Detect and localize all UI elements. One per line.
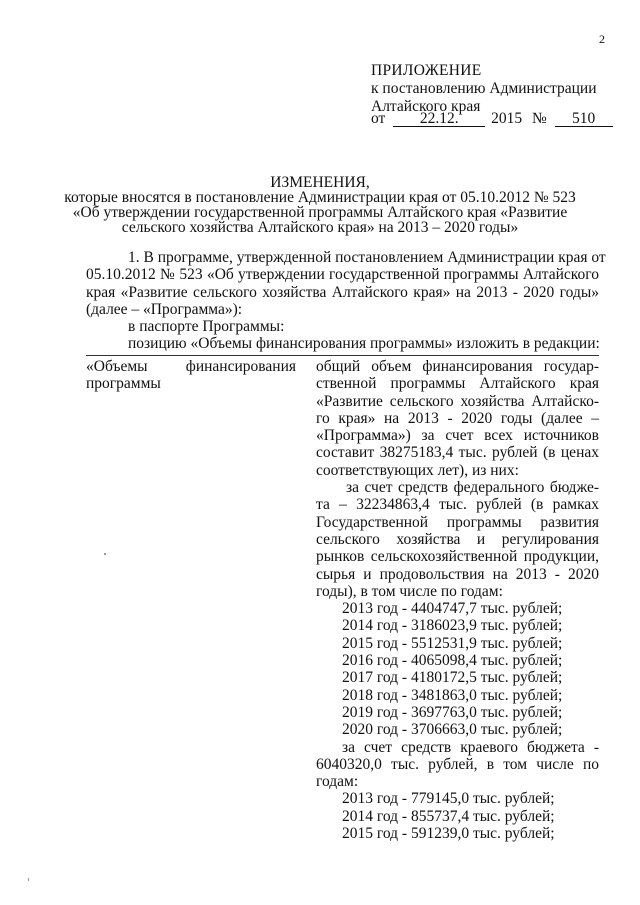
appendix-title: ПРИЛОЖЕНИЕ bbox=[371, 62, 482, 79]
appendix-date-value: 22.12. bbox=[393, 111, 485, 127]
intro-line-2: 05.10.2012 № 523 «Об утверждении государственной программы Алтайского bbox=[86, 266, 599, 284]
passport-line: в паспорте Программы: bbox=[128, 318, 285, 336]
right-line: составит 38275183,4 тыс. рублей (в ценах bbox=[316, 444, 599, 462]
heading-line-2: «Об утверждении государственной программы Алтайского края «Развитие bbox=[72, 204, 568, 221]
left-cell-word-1: «Объемы bbox=[86, 358, 148, 375]
intro-line-1: 1. В программе, утвержденной постановлением Администрации края от bbox=[128, 249, 606, 266]
right-line: ственной программы Алтайского края bbox=[316, 375, 599, 393]
appendix-year: 2015 bbox=[491, 110, 523, 127]
appendix-date-line bbox=[371, 110, 613, 128]
heading-line-1: которые вносятся в постановление Администрации края от 05.10.2012 № 523 bbox=[64, 189, 576, 206]
federal-line: та – 32234863,4 тыс. рублей (в рамках bbox=[316, 496, 599, 514]
right-line: соответствующих лет), из них: bbox=[316, 461, 519, 479]
federal-year-row: 2016 год - 4065098,4 тыс. рублей; bbox=[342, 652, 563, 670]
federal-line: годы), в том числе по годам: bbox=[316, 582, 503, 600]
position-line: позицию «Объемы финансирования программы» изложить в редакции: bbox=[128, 335, 600, 353]
federal-year-row: 2014 год - 3186023,9 тыс. рублей; bbox=[342, 617, 563, 635]
appendix-number-value: 510 bbox=[555, 111, 613, 127]
appendix-block bbox=[371, 62, 597, 116]
right-line: общий объем финансирования государ- bbox=[316, 358, 599, 375]
table-left-cell bbox=[86, 358, 296, 393]
federal-year-row: 2020 год - 3706663,0 тыс. рублей; bbox=[342, 721, 563, 739]
appendix-line-2: Алтайского края bbox=[371, 98, 481, 115]
document-title: ИЗМЕНЕНИЯ, bbox=[270, 174, 370, 191]
left-cell-line-2: программы bbox=[86, 375, 161, 393]
appendix-from-label: от bbox=[371, 110, 386, 127]
intro-paragraph bbox=[86, 249, 606, 353]
federal-year-row: 2018 год - 3481863,0 тыс. рублей; bbox=[342, 686, 563, 704]
left-cell-word-2: финансирования bbox=[185, 358, 296, 375]
federal-line: сельского хозяйства и регулирования bbox=[316, 530, 599, 548]
federal-year-row: 2019 год - 3697763,0 тыс. рублей; bbox=[342, 703, 563, 721]
regional-year-row: 2013 год - 779145,0 тыс. рублей; bbox=[342, 790, 555, 808]
table-right-cell bbox=[316, 358, 599, 842]
right-line: «Развитие сельского хозяйства Алтайско- bbox=[316, 392, 599, 410]
regional-line: годам: bbox=[316, 773, 359, 791]
intro-line-4: (далее – «Программа»): bbox=[86, 300, 243, 318]
appendix-number-sign: № bbox=[531, 110, 547, 127]
table-top-border bbox=[86, 355, 599, 356]
federal-year-row: 2017 год - 4180172,5 тыс. рублей; bbox=[342, 669, 563, 687]
right-line: го края» на 2013 - 2020 годы (далее – bbox=[316, 409, 599, 427]
regional-year-row: 2014 год - 855737,4 тыс. рублей; bbox=[342, 807, 555, 825]
federal-line: сырья и продовольствия на 2013 - 2020 bbox=[316, 565, 599, 583]
appendix-line-1: к постановлению Администрации bbox=[371, 80, 597, 97]
federal-line: Государственной программы развития bbox=[316, 513, 599, 531]
regional-line: за счет средств краевого бюджета - bbox=[342, 738, 599, 756]
federal-line: за счет средств федерального бюдже- bbox=[346, 479, 599, 497]
heading-line-3: сельского хозяйства Алтайского края» на 2013 – 2020 годы» bbox=[121, 219, 519, 236]
intro-line-3: края «Развитие сельского хозяйства Алтайского края» на 2013 - 2020 годы» bbox=[86, 283, 599, 301]
federal-year-row: 2013 год - 4404747,7 тыс. рублей; bbox=[342, 600, 563, 618]
regional-year-row: 2015 год - 591239,0 тыс. рублей; bbox=[342, 825, 555, 843]
scan-speck bbox=[104, 553, 106, 555]
federal-line: рынков сельскохозяйственной продукции, bbox=[316, 548, 599, 566]
scan-speck bbox=[28, 878, 29, 881]
regional-line: 6040320,0 тыс. рублей, в том числе по bbox=[316, 755, 599, 773]
right-line: «Программа») за счет всех источников bbox=[316, 427, 599, 445]
left-cell-line-1 bbox=[86, 358, 296, 375]
page-number: 2 bbox=[599, 32, 605, 46]
federal-year-row: 2015 год - 5512531,9 тыс. рублей; bbox=[342, 634, 563, 652]
